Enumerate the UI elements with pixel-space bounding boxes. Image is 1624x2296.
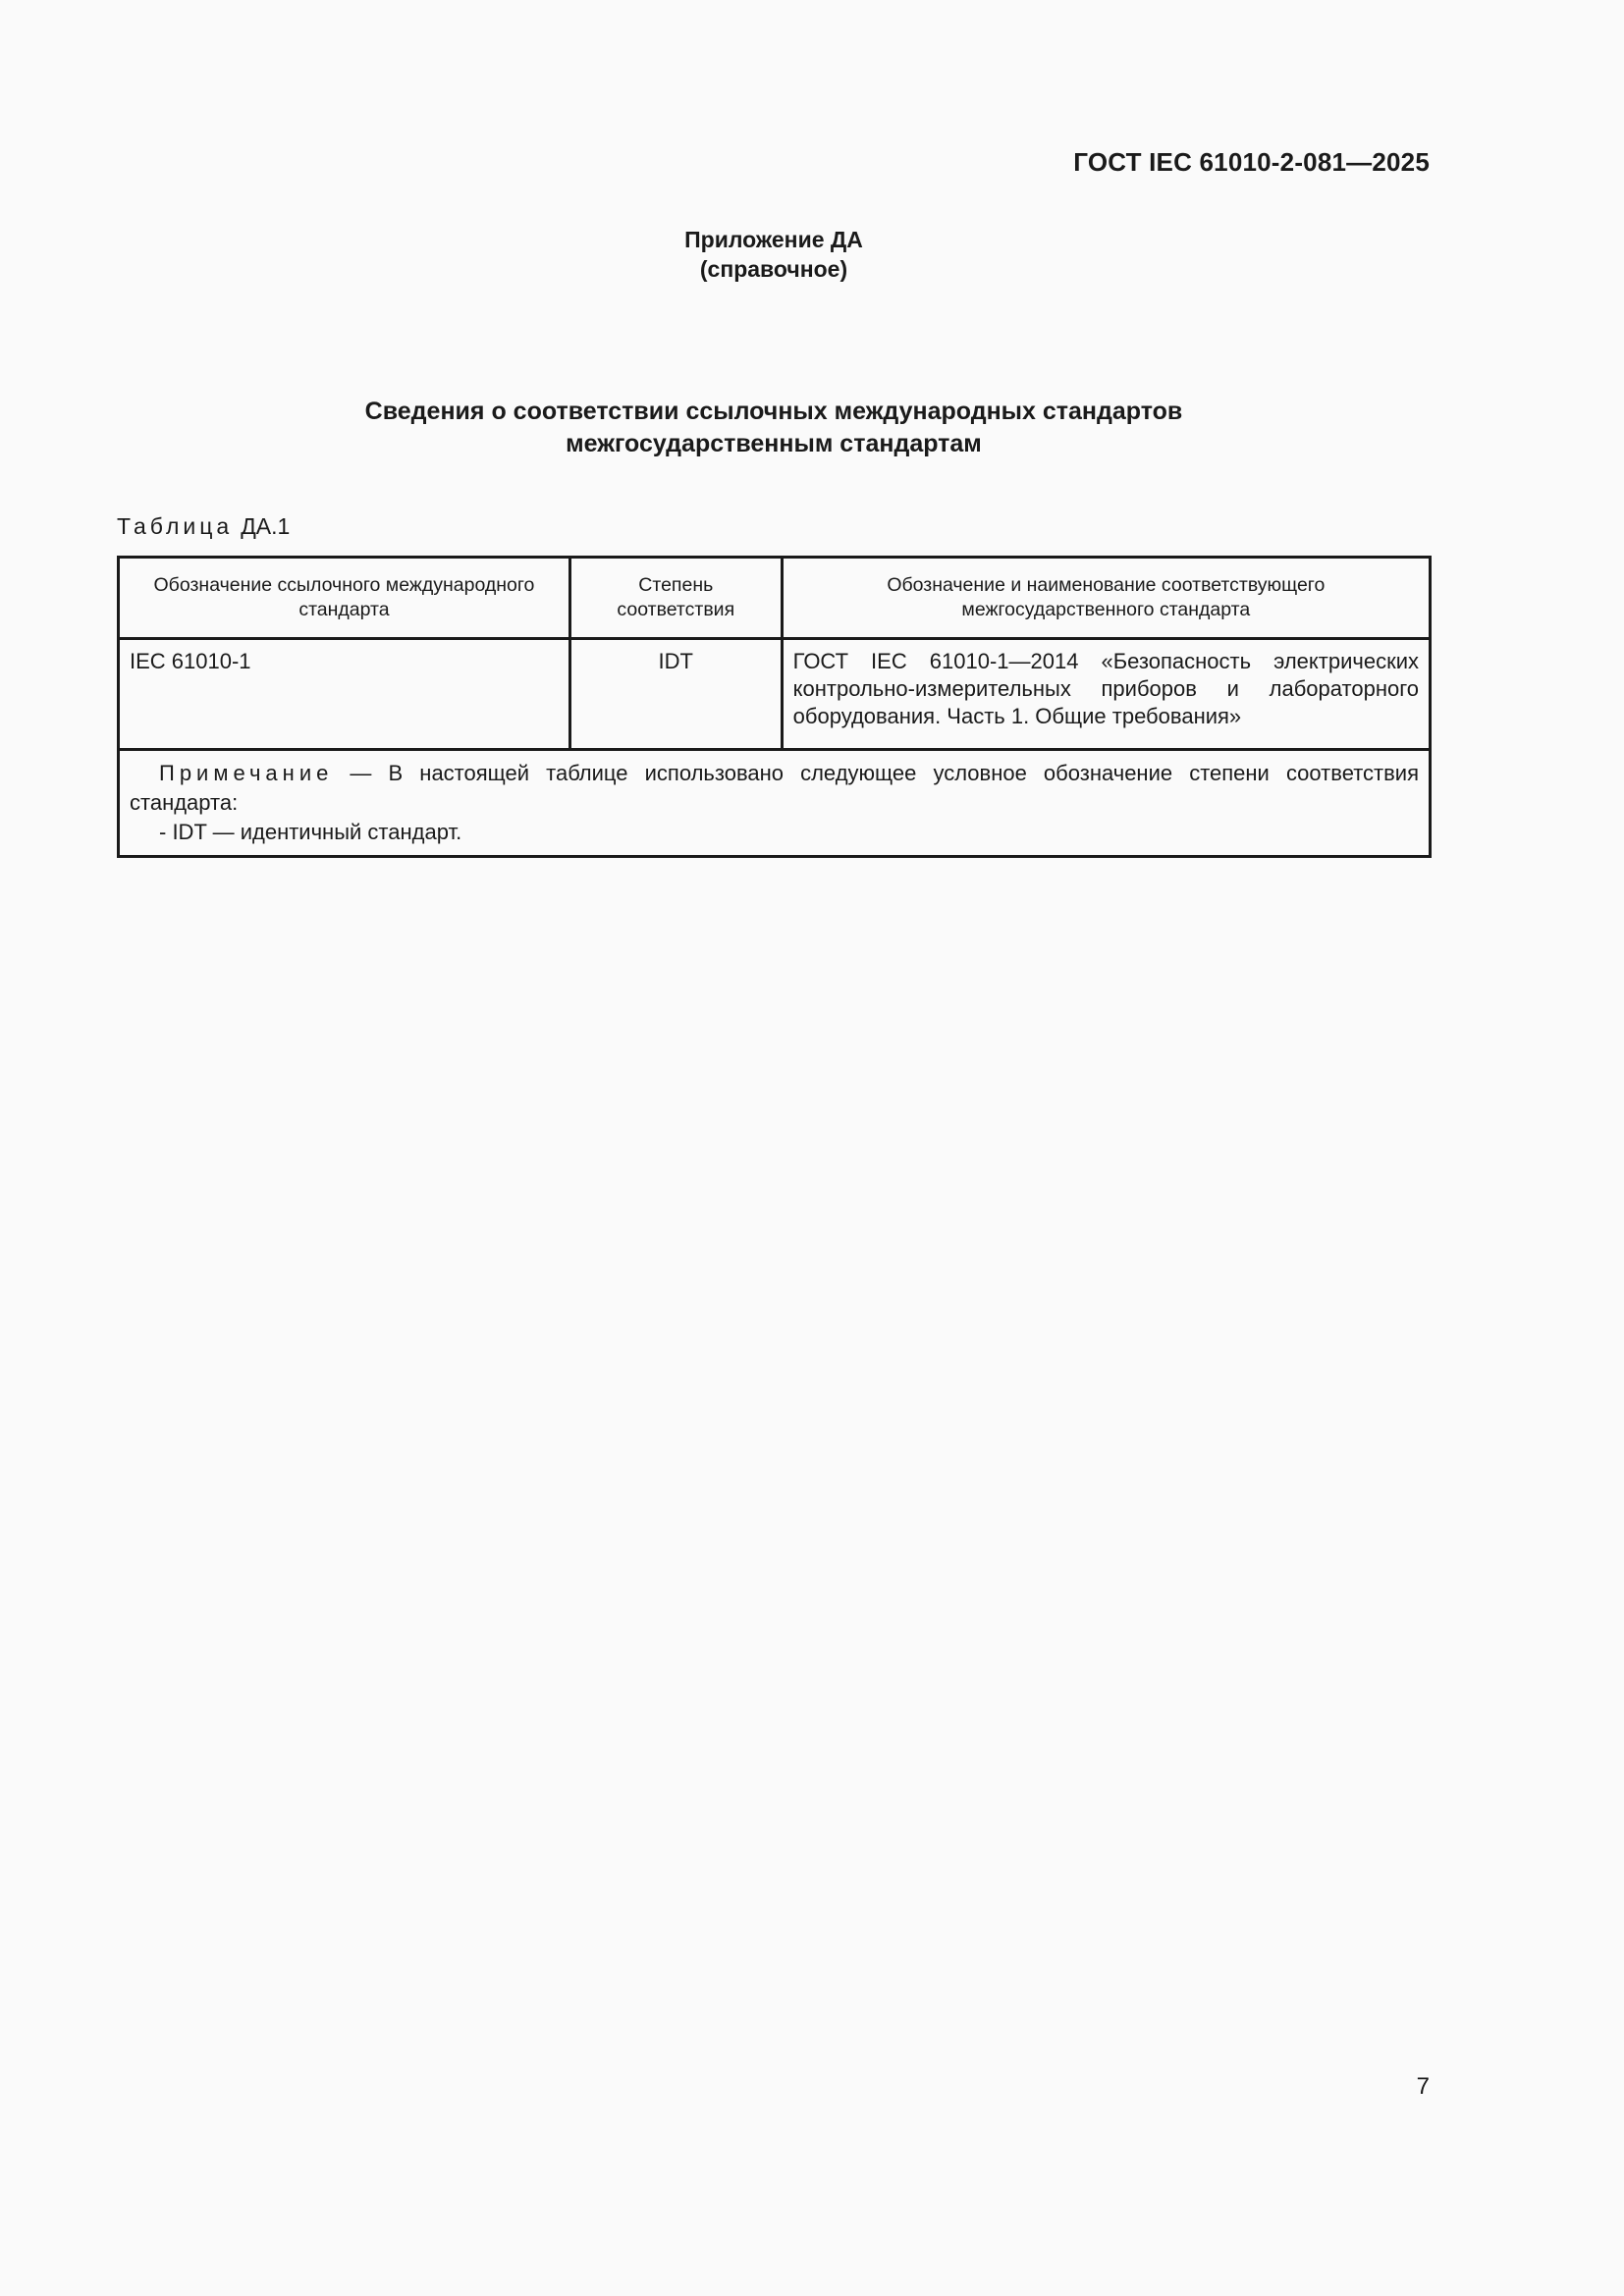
table-header-row [119, 558, 1431, 639]
table-caption-number: ДА.1 [241, 513, 291, 539]
section-heading [0, 396, 1547, 460]
cell-reference-standard: IEC 61010-1 [119, 639, 570, 750]
note-label: Примечание [159, 761, 334, 785]
appendix-title: Приложение ДА [684, 227, 863, 252]
cell-national-standard: ГОСТ IEC 61010-1—2014 «Безопасность электрических контрольно-измерительных приборов и лабораторного оборудования. Часть 1. Общие требования» [782, 639, 1430, 750]
table-row [119, 639, 1431, 750]
section-heading-line-1: Сведения о соответствии ссылочных международных стандартов [364, 398, 1183, 425]
section-heading-line-2: межгосударственным стандартам [566, 430, 982, 457]
column-header-degree: Степень соответствия [569, 558, 782, 639]
appendix-title-block [0, 225, 1547, 284]
table-note-row [119, 750, 1431, 857]
table-caption-label: Таблица [117, 513, 234, 539]
document-code: ГОСТ IEC 61010-2-081—2025 [1073, 147, 1430, 177]
note-list-item: - IDT — идентичный стандарт. [159, 820, 462, 844]
column-header-reference: Обозначение ссылочного международного стандарта [119, 558, 570, 639]
cell-degree: IDT [569, 639, 782, 750]
appendix-subtitle: (справочное) [699, 256, 848, 282]
table-caption [117, 513, 290, 540]
note-text: — В настоящей таблице использовано следующее условное обозначение степени соответствия стандарта: [130, 761, 1419, 815]
standards-correspondence-table [117, 556, 1432, 858]
column-header-national: Обозначение и наименование соответствующего межгосударственного стандарта [782, 558, 1430, 639]
table-note [119, 750, 1431, 857]
page-number: 7 [1416, 2073, 1430, 2100]
